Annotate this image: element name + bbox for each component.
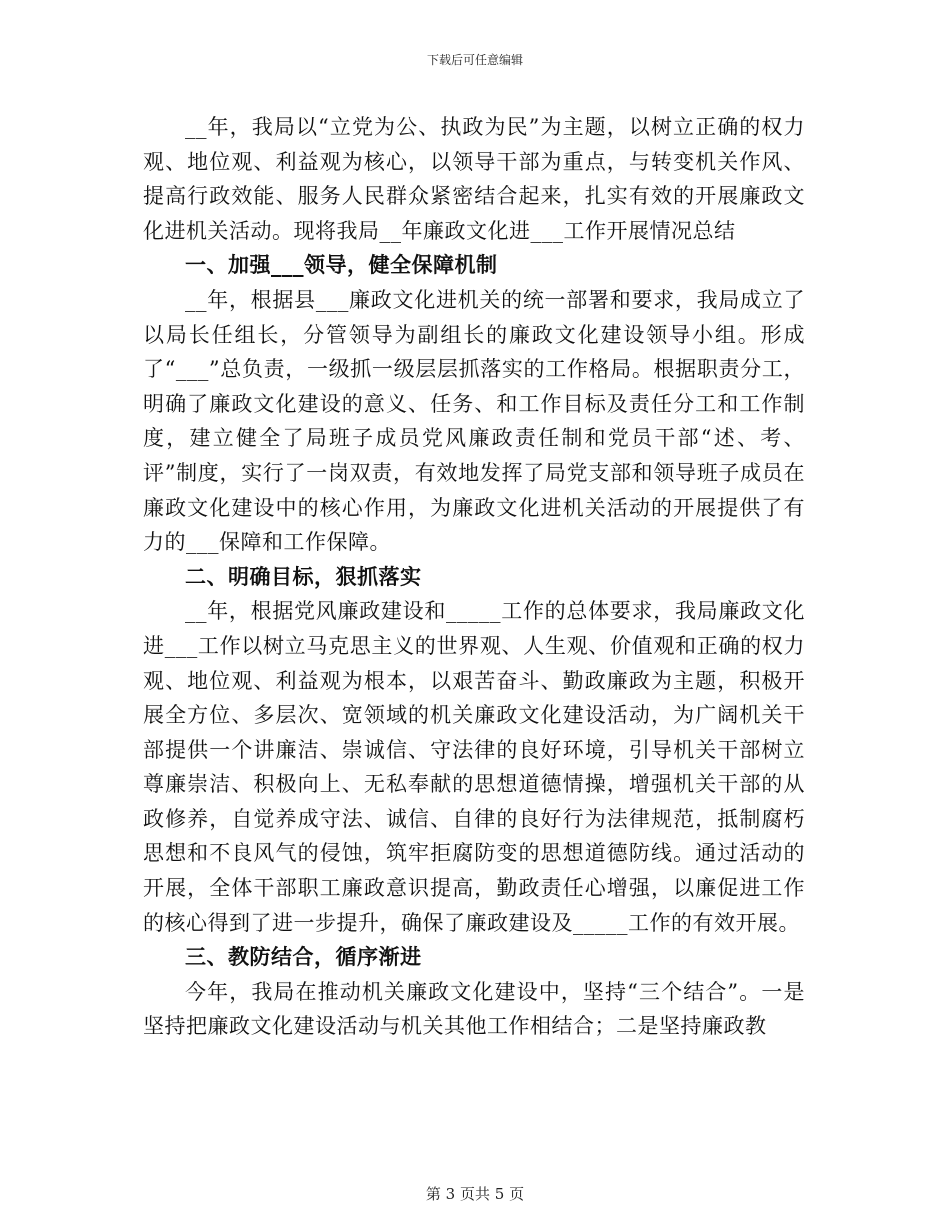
section-3-paragraph: 今年，我局在推动机关廉政文化建设中，坚持“三个结合”。一是坚持把廉政文化建设活动与机关其他工作相结合；二是坚持廉政教 [143, 979, 805, 1039]
section-1-paragraph: __年，根据县___廉政文化进机关的统一部署和要求，我局成立了以局长任组长，分管领导为副组长的廉政文化建设领导小组。形成了“___”总负责，一级抓一级层层抓落实的工作格局。根据职责分工，明确了廉政文化建设的意义、任务、和工作目标及责任分工和工作制度，建立健全了局班子成员党风廉政责任制和党员干部“述、考、评”制度，实行了一岗双责，有效地发挥了局党支部和领导班子成员在廉政文化建设中的核心作用，为廉政文化进机关活动的开展提供了有力的___保障和工作保障。 [143, 287, 805, 555]
intro-paragraph: __年，我局以“立党为公、执政为民”为主题，以树立正确的权力观、地位观、利益观为核心，以领导干部为重点，与转变机关作风、提高行政效能、服务人民群众紧密结合起来，扎实有效的开展廉政文化进机关活动。现将我局__年廉政文化进___工作开展情况总结 [143, 115, 805, 243]
document-body [143, 110, 805, 1044]
section-heading-3: 三、教防结合，循序渐进 [185, 944, 422, 970]
page-number-footer: 第 3 页共 5 页 [425, 1185, 525, 1203]
section-heading-1: 一、加强___领导，健全保障机制 [185, 252, 498, 278]
section-2-paragraph: __年，根据党风廉政建设和_____工作的总体要求，我局廉政文化进___工作以树立马克思主义的世界观、人生观、价值观和正确的权力观、地位观、利益观为根本，以艰苦奋斗、勤政廉政为主题，积极开展全方位、多层次、宽领域的机关廉政文化建设活动，为广阔机关干部提供一个讲廉洁、崇诚信、守法律的良好环境，引导机关干部树立尊廉崇洁、积极向上、无私奉献的思想道德情操，增强机关干部的从政修养，自觉养成守法、诚信、自律的良好行为法律规范，抵制腐朽思想和不良风气的侵蚀，筑牢拒腐防变的思想道德防线。通过活动的开展，全体干部职工廉政意识提高，勤政责任心增强，以廉促进工作的核心得到了进一步提升，确保了廉政建设及_____工作的有效开展。 [143, 599, 805, 935]
page-header: 下载后可任意编辑 [426, 53, 523, 67]
section-heading-2: 二、明确目标，狠抓落实 [185, 563, 422, 589]
